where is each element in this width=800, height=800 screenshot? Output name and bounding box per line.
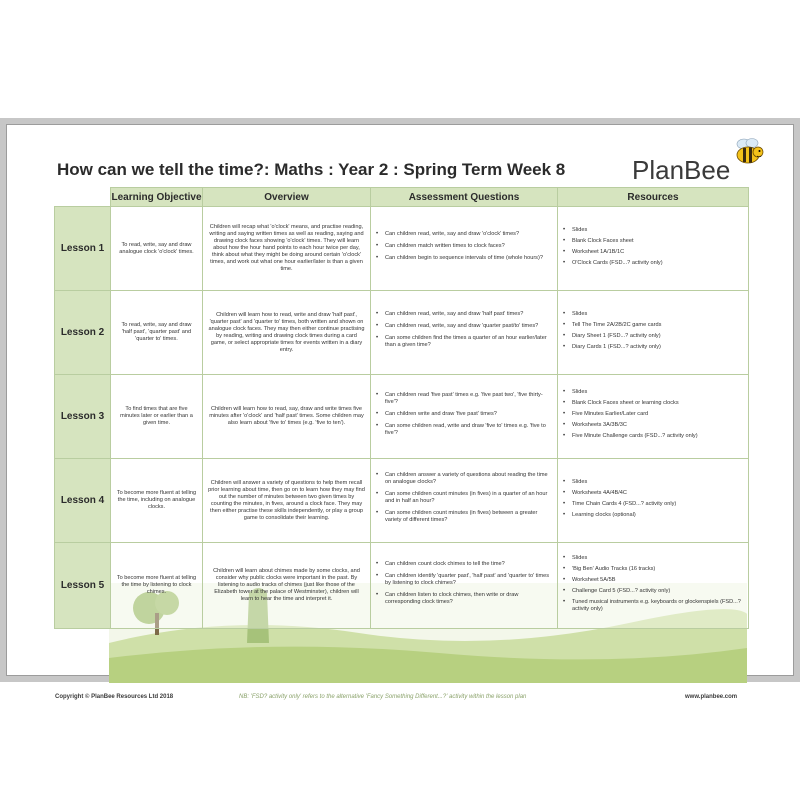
list-item: • Tuned musical instruments e.g. keyboards or glockenspiels (FSD...? activity only) <box>572 599 743 613</box>
table-row <box>55 291 749 375</box>
assessment-questions <box>371 459 558 543</box>
list-item: • Learning clocks (optional) <box>572 512 743 519</box>
list-item: • Diary Cards 1 (FSD...? activity only) <box>572 344 743 351</box>
list-item: • Diary Sheet 1 (FSD...? activity only) <box>572 333 743 340</box>
list-item: • Worksheet 1A/1B/1C <box>572 249 743 256</box>
overview: Children will learn how to read, write and draw 'half past', 'quarter past' and 'quarter to' times, both written and shown on analogue clock faces. They may then either continue practising by reading, writing and drawing clock times during a card game, or select appropriate times for events written in a diary entry. <box>203 291 371 375</box>
list-item: • Can children write and draw 'five past' times? <box>385 411 552 418</box>
overview: Children will learn about chimes made by some clocks, and consider why public clocks were important in the past. By listening to audio tracks of chimes (just like those of the Elizabeth tower at the palace of Westminster), children will learn to hear the time and interpret it. <box>203 543 371 629</box>
list-item: • Can children match written times to clock faces? <box>385 243 552 250</box>
planbee-logo <box>632 155 730 186</box>
list-item: • Can children begin to sequence intervals of time (whole hours)? <box>385 255 552 262</box>
lesson-plan-table <box>54 187 749 629</box>
assessment-questions <box>371 543 558 629</box>
learning-objective: To become more fluent at telling the time by listening to clock chimes. <box>111 543 203 629</box>
list-item: • Can some children count minutes (in fives) in a quarter of an hour and in half an hour? <box>385 491 552 505</box>
website-link[interactable]: www.planbee.com <box>685 694 738 700</box>
table-row <box>55 459 749 543</box>
lesson-label: Lesson 5 <box>55 543 111 629</box>
header-learning-objective: Learning Objective <box>111 188 203 207</box>
list-item: • Can some children read, write and draw 'five to' times e.g. 'five to five'? <box>385 423 552 437</box>
list-item: • Time Chain Cards 4 (FSD...? activity only) <box>572 501 743 508</box>
learning-objective: To become more fluent at telling the time, including on analogue clocks. <box>111 459 203 543</box>
sheet-backdrop <box>0 118 800 700</box>
page-title: How can we tell the time?: Maths : Year 2 : Spring Term Week 8 <box>57 160 566 179</box>
list-item: • Can children read, write, say and draw 'quarter past/to' times? <box>385 323 552 330</box>
lesson-label: Lesson 1 <box>55 207 111 291</box>
lesson-label: Lesson 3 <box>55 375 111 459</box>
fsd-note: NB: 'FSD? activity only' refers to the alternative 'Fancy Something Different...?' activity within the lesson plan <box>239 694 527 700</box>
table-row <box>55 375 749 459</box>
lesson-plan-page <box>6 124 794 700</box>
list-item: • Challenge Card 5 (FSD...? activity only) <box>572 588 743 595</box>
list-item: • Can children read, write, say and draw 'half past' times? <box>385 311 552 318</box>
list-item: • Can some children find the times a quarter of an hour earlier/later than a given time? <box>385 335 552 349</box>
resources <box>558 543 749 629</box>
header-overview: Overview <box>203 188 371 207</box>
list-item: • Can children read, write, say and draw 'o'clock' times? <box>385 231 552 238</box>
list-item: • Tell The Time 2A/2B/2C game cards <box>572 322 743 329</box>
table-corner <box>55 188 111 207</box>
lesson-label: Lesson 2 <box>55 291 111 375</box>
list-item: • Can children answer a variety of questions about reading the time on analogue clocks? <box>385 472 552 486</box>
resources <box>558 207 749 291</box>
copyright-notice: Copyright © PlanBee Resources Ltd 2018 <box>55 694 174 700</box>
list-item: • Slides <box>572 389 743 396</box>
list-item: • Slides <box>572 555 743 562</box>
lesson-label: Lesson 4 <box>55 459 111 543</box>
assessment-questions <box>371 375 558 459</box>
resources <box>558 459 749 543</box>
list-item: • Five Minutes Earlier/Later card <box>572 411 743 418</box>
logo-text: PlanBee <box>632 155 731 185</box>
list-item: • Five Minute Challenge cards (FSD...? activity only) <box>572 433 743 440</box>
list-item: • Can some children count minutes (in fives) between a greater variety of different times? <box>385 510 552 524</box>
list-item: • Can children identify 'quarter past', 'half past' and 'quarter to' times by listening to clock chimes? <box>385 573 552 587</box>
list-item: • Can children count clock chimes to tell the time? <box>385 561 552 568</box>
overview: Children will learn how to read, say, draw and write times five minutes after 'o'clock' and 'half past' times. Some children may also learn about 'five to' times (e.g. 'five to ten'). <box>203 375 371 459</box>
learning-objective: To find times that are five minutes later or earlier than a given time. <box>111 375 203 459</box>
learning-objective: To read, write, say and draw analogue clock 'o'clock' times. <box>111 207 203 291</box>
resources <box>558 375 749 459</box>
table-row <box>55 543 749 629</box>
assessment-questions <box>371 291 558 375</box>
list-item: • Slides <box>572 227 743 234</box>
list-item: • Worksheets 4A/4B/4C <box>572 490 743 497</box>
list-item: • Slides <box>572 479 743 486</box>
bee-icon <box>730 137 766 167</box>
overview: Children will answer a variety of questions to help them recall prior learning about time, then go on to learn how they may find out the number of minutes between two given times by counting the minutes, in fives, around a clock face. They may then either practise these skills independently, or play a group game to consolidate their learning. <box>203 459 371 543</box>
header-resources: Resources <box>558 188 749 207</box>
header-assessment-questions: Assessment Questions <box>371 188 558 207</box>
list-item: • Worksheets 3A/3B/3C <box>572 422 743 429</box>
list-item: • Blank Clock Faces sheet <box>572 238 743 245</box>
list-item: • 'Big Ben' Audio Tracks (16 tracks) <box>572 566 743 573</box>
list-item: • Worksheet 5A/5B <box>572 577 743 584</box>
table-row <box>55 207 749 291</box>
assessment-questions <box>371 207 558 291</box>
learning-objective: To read, write, say and draw 'half past', 'quarter past' and 'quarter to' times. <box>111 291 203 375</box>
list-item: • Can children listen to clock chimes, then write or draw corresponding clock times? <box>385 592 552 606</box>
list-item: • O'Clock Cards (FSD...? activity only) <box>572 260 743 267</box>
overview: Children will recap what 'o'clock' means, and practise reading, writing and saying written times as well as reading, saying and drawing clock faces showing 'o'clock' times. They will learn about how the hour hand points to each hour twice per day, think about what they might be doing around certain 'o'clock' times, and work out what one hour earlier/later is than a given time. <box>203 207 371 291</box>
list-item: • Blank Clock Faces sheet or learning clocks <box>572 400 743 407</box>
resources <box>558 291 749 375</box>
list-item: • Can children read 'five past' times e.g. 'five past two', 'five thirty-five'? <box>385 392 552 406</box>
list-item: • Slides <box>572 311 743 318</box>
